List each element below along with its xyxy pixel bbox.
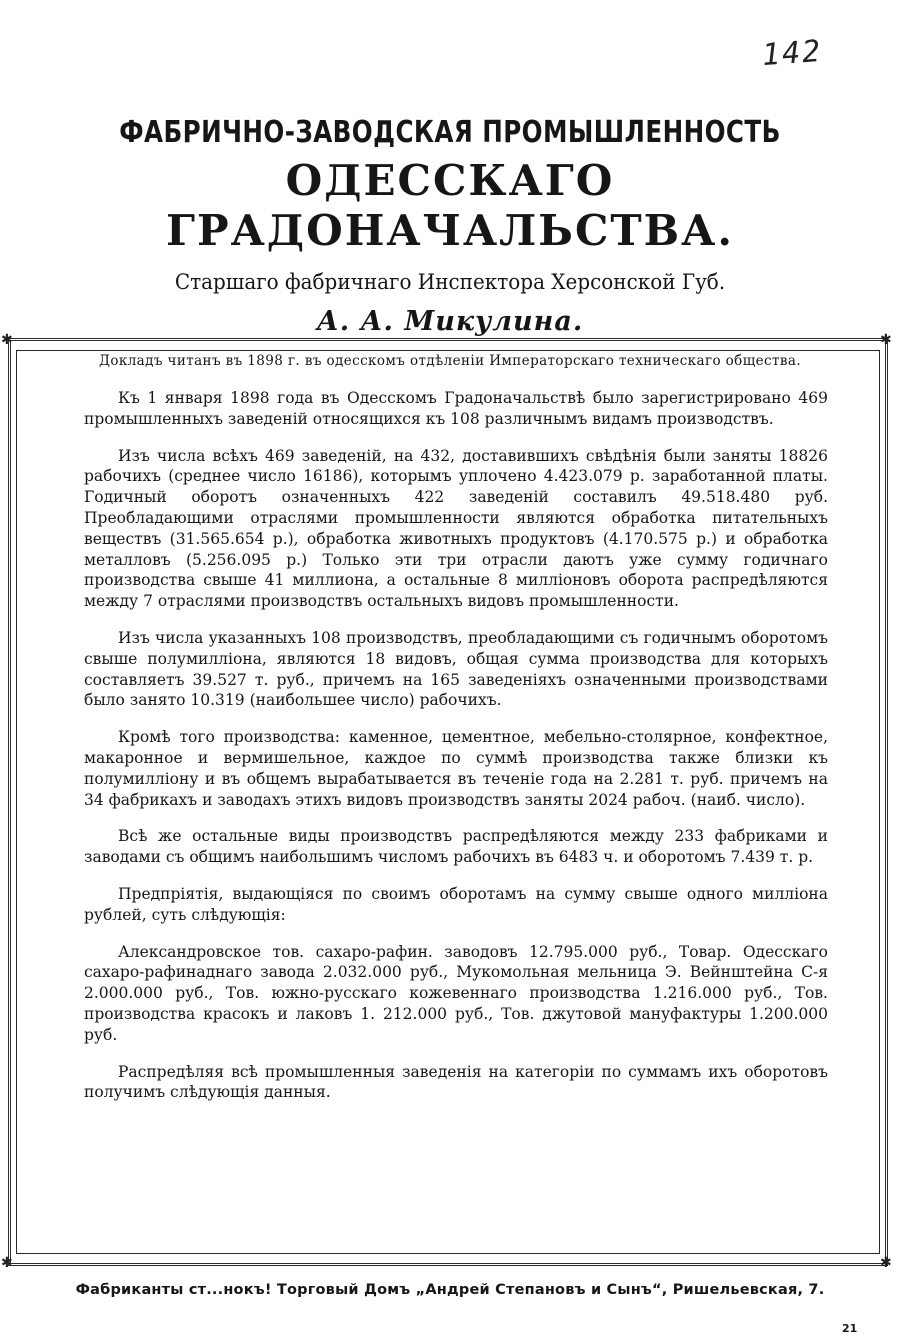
body-paragraph: Къ 1 января 1898 года въ Одесскомъ Градоначальствѣ было зарегистрировано 469 промышленныхъ заведеній относящихся къ 108 различнымъ видамъ производствъ. [84,389,828,428]
handwritten-page-number: 142 [760,33,824,74]
footer-advertisement: Фабриканты ст...нокъ! Торговый Домъ „Андрей Степановъ и Сынъ“, Ришельевская, 7. [75,1282,825,1298]
body-paragraph: Распредѣляя всѣ промышленныя заведенія на категоріи по суммамъ ихъ оборотовъ получимъ слѣдующія данныя. [84,1062,828,1102]
frame-corner-ornament: ✱ [1,1255,13,1271]
subtitle: Старшаго фабричнаго Инспектора Херсонской Губ. [174,270,726,294]
title-line-2: ОДЕССКАГО ГРАДОНАЧАЛЬСТВА. [166,156,734,255]
page-number: 21 [842,1322,858,1335]
frame-corner-ornament: ✱ [1,332,13,348]
body-paragraph: Предпріятія, выдающіяся по своимъ оборотамъ на сумму свыше одного милліона рублей, суть слѣдующія: [84,884,828,924]
report-note: Докладъ читанъ въ 1898 г. въ одесскомъ отдѣленіи Императорскаго техническаго общества. [98,353,802,369]
body-paragraph: Кромѣ того производства: каменное, цементное, мебельно-столярное, конфектное, макаронное и вермишельное, каждое по суммѣ производства также близки къ полумилліону и въ общемъ вырабатывается въ теченіе года на 2.281 т. руб. причемъ на 34 фабрикахъ и заводахъ этихъ видовъ производствъ заняты 2024 рабоч. (наиб. число). [84,728,828,809]
body-paragraph: Изъ числа всѣхъ 469 заведеній, на 432, доставившихъ свѣдѣнія были заняты 18826 рабочихъ (среднее число 16186), которымъ уплочено 4.423.079 р. заработанной платы. Годичный оборотъ означенныхъ 422 заведеній составилъ 49.518.480 руб. Преобладающими отраслями промышленности являются обработка питательныхъ веществъ (31.565.654 р.), обработка животныхъ продуктовъ (4.170.575 р.) и обработка металловъ (5.256.095 р.) Только эти три отрасли даютъ уже сумму годичнаго производства свыше 41 миллиона, а остальные 8 милліоновъ оборота распредѣляются между 7 отраслями производствъ остальныхъ видовъ промышленности. [84,446,828,611]
author-name: А. А. Микулина. [316,306,584,337]
report-body [84,388,828,1119]
title-line-1: ФАБРИЧНО-ЗАВОДСКАЯ ПРОМЫШЛЕННОСТЬ [119,115,781,150]
body-paragraph: Всѣ же остальные виды производствъ распредѣляются между 233 фабриками и заводами съ общимъ наибольшимъ числомъ рабочихъ въ 6483 ч. и оборотомъ 7.439 т. р. [84,827,828,867]
title-block [0,115,900,369]
enterprises-list-paragraph: Александровское тов. сахаро-рафин. заводовъ 12.795.000 руб., Товар. Одесскаго сахаро-рафинаднаго завода 2.032.000 руб., Мукомольная мельница Э. Вейнштейна С-я 2.000.000 руб., Тов. южно-русскаго кожевеннаго производства 1.216.000 руб., Тов. производства красокъ и лаковъ 1. 212.000 руб., Тов. джутовой мануфактуры 1.200.000 руб. [84,942,828,1044]
frame-corner-ornament: ✱ [880,1255,892,1271]
frame-corner-ornament: ✱ [880,332,892,348]
body-paragraph: Изъ числа указанныхъ 108 производствъ, преобладающими съ годичнымъ оборотомъ свыше полумилліона, являются 18 видовъ, общая сумма производства для которыхъ составляетъ 39.527 т. руб., причемъ на 165 заведеніяхъ означенными производствами было занято 10.319 (наибольшее число) рабочихъ. [84,628,828,710]
